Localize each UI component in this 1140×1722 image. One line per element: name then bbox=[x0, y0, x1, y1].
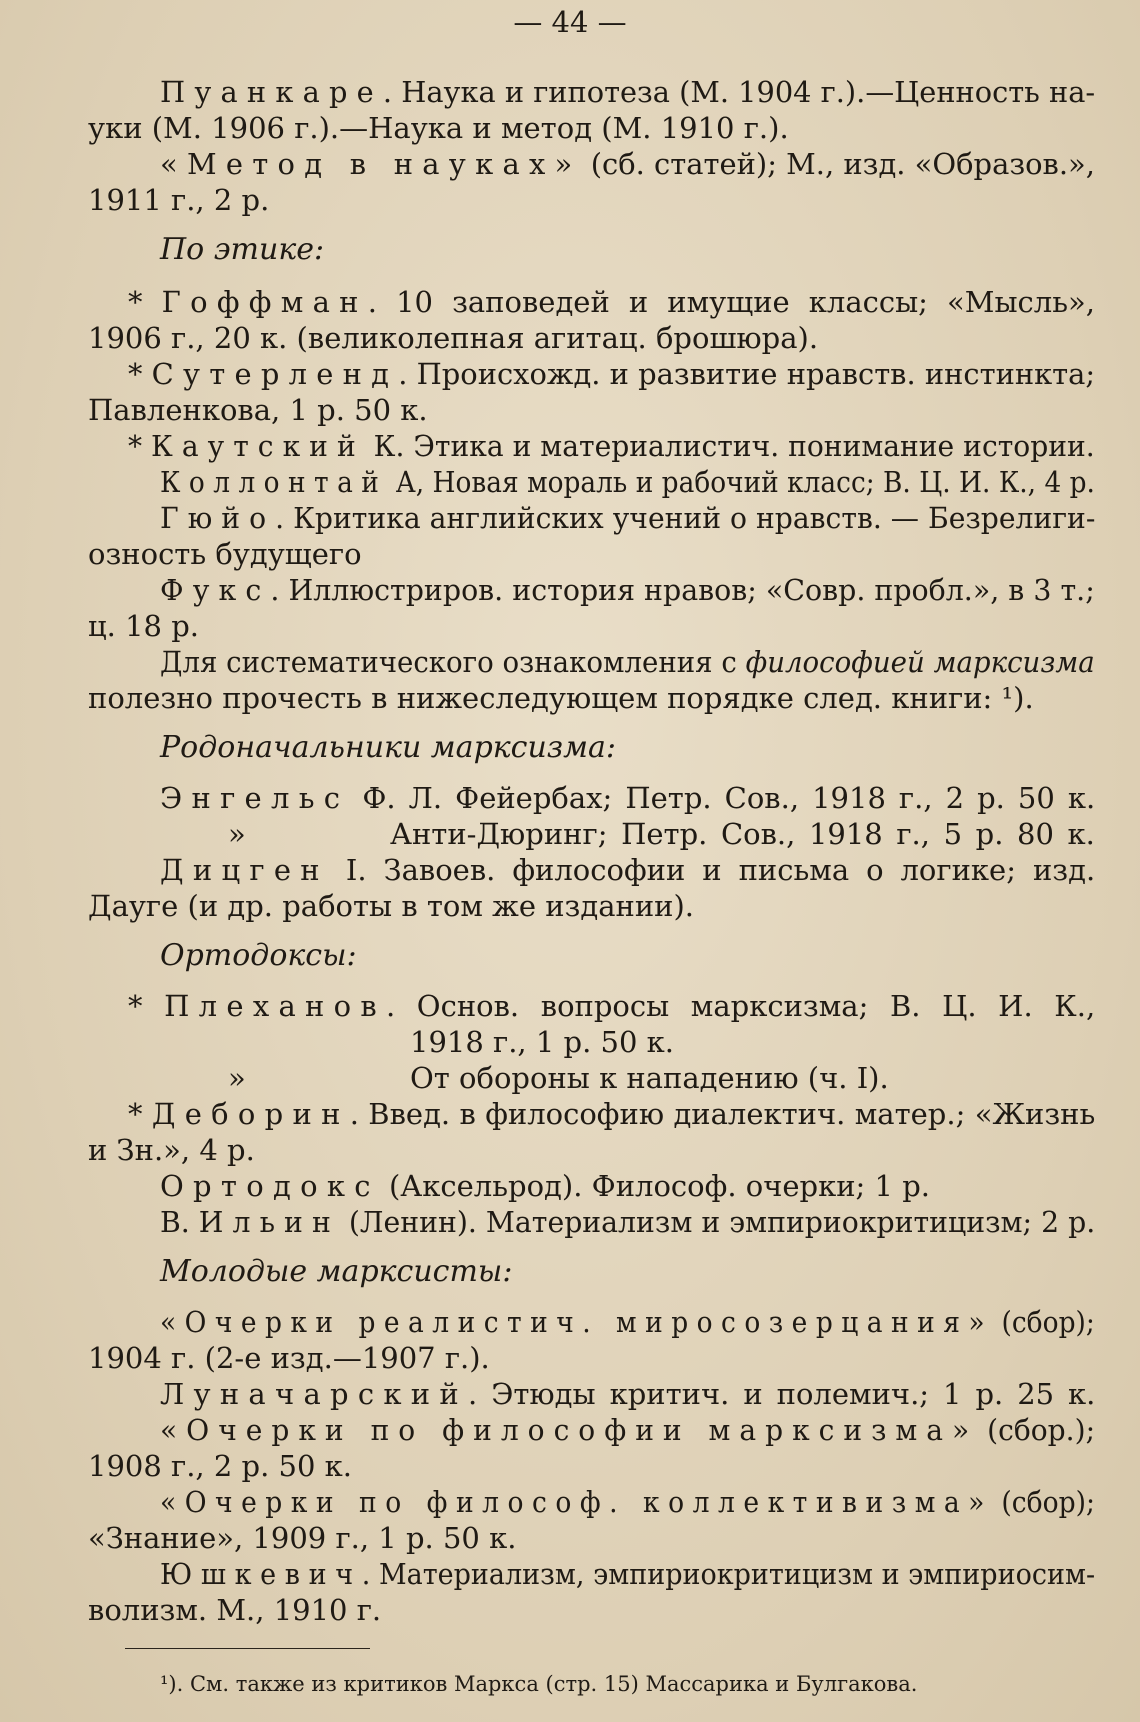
spaced-name: Фукс bbox=[160, 573, 271, 607]
spaced-name: «Очерки по философ. коллективизма» bbox=[160, 1485, 993, 1519]
text-line bbox=[160, 146, 1095, 182]
text-line bbox=[160, 1304, 1095, 1340]
text-line bbox=[228, 816, 246, 852]
text-run: полезно прочесть в нижеследующем порядке след. книги: ¹). bbox=[88, 681, 1034, 715]
spaced-name: Дицген bbox=[160, 853, 329, 887]
text-run: Для систематического ознакомления с bbox=[160, 645, 746, 679]
text-run: . Происхожд. и развитие нравств. инстинкта; bbox=[398, 357, 1096, 391]
text-line bbox=[128, 356, 1095, 392]
text-line bbox=[160, 1376, 1095, 1412]
text-line bbox=[160, 232, 324, 268]
spaced-name: Сутерленд bbox=[151, 357, 399, 391]
text-run: . Этюды критич. и полемич.; 1 р. 25 к. bbox=[468, 1377, 1096, 1411]
spaced-name: Ортодокс bbox=[160, 1169, 380, 1203]
spaced-name: Плеханов bbox=[164, 989, 386, 1023]
text-run: I. Завоев. философии и письма о логике; изд. bbox=[328, 853, 1096, 887]
spaced-name: Гоффман bbox=[161, 285, 368, 319]
text-run: (Аксельрод). Философ. очерки; 1 р. bbox=[379, 1169, 931, 1203]
text-line bbox=[160, 1204, 1095, 1240]
text-run: » bbox=[228, 817, 246, 851]
text-run: «Знание», 1909 г., 1 р. 50 к. bbox=[88, 1521, 517, 1555]
text-run: Анти-Дюринг; Петр. Сов., 1918 г., 5 р. 80 к. bbox=[390, 817, 1095, 851]
text-line bbox=[88, 182, 269, 218]
italic-text: Родоначальники марксизма: bbox=[160, 730, 617, 765]
text-run: * bbox=[128, 989, 165, 1023]
text-line bbox=[410, 1060, 889, 1096]
text-line bbox=[160, 1254, 512, 1290]
text-line bbox=[160, 780, 1095, 816]
text-line bbox=[160, 1168, 930, 1204]
text-run: А, Новая мораль и рабочий класс; В. Ц. И. К., 4 р. bbox=[387, 465, 1095, 499]
text-run: 1904 г. (2-е изд.—1907 г.). bbox=[88, 1341, 490, 1375]
text-run: . Критика английских учений о нравств. — Безрелиги- bbox=[275, 501, 1096, 535]
footnote-rule bbox=[125, 1648, 370, 1649]
text-run: 1906 г., 20 к. (великолепная агитац. брошюра). bbox=[88, 321, 819, 355]
text-run: К. Этика и материалистич. понимание истории. bbox=[364, 429, 1095, 463]
text-run: Дауге (и др. работы в том же издании). bbox=[88, 889, 695, 923]
text-line bbox=[160, 500, 1095, 536]
text-line bbox=[160, 1412, 1095, 1448]
text-run: . Введ. в философию диалектич. матер.; «Жизнь bbox=[349, 1097, 1096, 1131]
text-run: » bbox=[228, 1061, 246, 1095]
text-run: . Иллюстриров. история нравов; «Совр. пробл.», в 3 т.; bbox=[270, 573, 1095, 607]
text-line bbox=[88, 320, 818, 356]
spaced-name: Энгельс bbox=[160, 781, 350, 815]
text-run: (сбор); bbox=[993, 1305, 1095, 1339]
footnote: ¹). См. также из критиков Маркса (стр. 15) Массарика и Булгакова. bbox=[160, 1672, 918, 1696]
text-line bbox=[410, 1024, 674, 1060]
text-line bbox=[160, 464, 1095, 500]
italic-text: Ортодоксы: bbox=[160, 938, 357, 973]
text-line bbox=[160, 644, 1095, 680]
text-run: 1918 г., 1 р. 50 к. bbox=[410, 1025, 675, 1059]
text-line bbox=[88, 888, 694, 924]
text-line bbox=[128, 284, 1095, 320]
spaced-name: Ильин bbox=[198, 1205, 340, 1239]
italic-text: По этике: bbox=[160, 232, 325, 267]
text-run: 1908 г., 2 р. 50 к. bbox=[88, 1449, 353, 1483]
text-run: ц. 18 р. bbox=[88, 609, 199, 643]
text-run: * bbox=[128, 1097, 152, 1131]
text-line bbox=[88, 536, 362, 572]
text-line bbox=[88, 1340, 490, 1376]
text-line bbox=[128, 988, 1095, 1024]
text-line bbox=[160, 1484, 1095, 1520]
text-line bbox=[228, 1060, 246, 1096]
page-number: — 44 — bbox=[513, 5, 627, 39]
text-run: . 10 заповедей и имущие классы; «Мысль», bbox=[367, 285, 1095, 319]
text-run: . Наука и гипотеза (М. 1904 г.).—Ценность на- bbox=[382, 75, 1096, 109]
text-run: В. bbox=[160, 1205, 199, 1239]
text-line bbox=[88, 1592, 381, 1628]
text-run: * bbox=[128, 357, 152, 391]
text-line bbox=[160, 572, 1095, 608]
text-line bbox=[128, 428, 1095, 464]
text-run: и Зн.», 4 р. bbox=[88, 1133, 255, 1167]
text-line bbox=[88, 608, 199, 644]
text-run: (сбор.); bbox=[978, 1413, 1096, 1447]
text-run: (Ленин). Материализм и эмпириокритицизм; 2 р. bbox=[339, 1205, 1096, 1239]
spaced-name: «Метод в науках» bbox=[160, 147, 582, 181]
text-line bbox=[160, 730, 616, 766]
spaced-name: Коллонтай bbox=[160, 465, 388, 499]
text-line bbox=[160, 938, 357, 974]
spaced-name: Пуанкаре bbox=[160, 75, 383, 109]
text-run: 1911 г., 2 р. bbox=[88, 183, 270, 217]
italic-text: Молодые марксисты: bbox=[160, 1254, 513, 1289]
text-run: уки (М. 1906 г.).—Наука и метод (М. 1910 г.). bbox=[88, 111, 789, 145]
text-run: От обороны к нападению (ч. I). bbox=[410, 1061, 889, 1095]
italic-text: философией марксизма bbox=[745, 645, 1095, 679]
text-run: * bbox=[128, 285, 162, 319]
text-line bbox=[128, 1096, 1095, 1132]
spaced-name: Юшкевич bbox=[160, 1557, 362, 1591]
text-run: Ф. Л. Фейербах; Петр. Сов., 1918 г., 2 р. 50 к. bbox=[349, 781, 1096, 815]
text-run: (сбор); bbox=[992, 1485, 1095, 1519]
text-line bbox=[88, 680, 1034, 716]
text-line bbox=[160, 1556, 1095, 1592]
text-run: * bbox=[128, 429, 152, 463]
text-run: озность будущего bbox=[88, 537, 362, 571]
spaced-name: Гюйо bbox=[160, 501, 276, 535]
spaced-name: «Очерки реалистич. миросозерцания» bbox=[160, 1305, 994, 1339]
spaced-name: Деборин bbox=[151, 1097, 350, 1131]
text-run: Павленкова, 1 р. 50 к. bbox=[88, 393, 428, 427]
spaced-name: Каутский bbox=[151, 429, 365, 463]
text-run: (сб. статей); М., изд. «Образов.», bbox=[581, 147, 1095, 181]
text-line bbox=[390, 816, 1095, 852]
text-line bbox=[160, 852, 1095, 888]
text-line bbox=[160, 74, 1095, 110]
spaced-name: «Очерки по философии марксизма» bbox=[160, 1413, 979, 1447]
text-run: . Материализм, эмпириокритицизм и эмпириосим- bbox=[361, 1557, 1096, 1591]
text-line bbox=[88, 1132, 255, 1168]
text-line bbox=[88, 1448, 352, 1484]
text-line bbox=[88, 392, 428, 428]
text-line bbox=[88, 110, 789, 146]
text-run: . Основ. вопросы марксизма; В. Ц. И. К., bbox=[385, 989, 1096, 1023]
spaced-name: Луначарский bbox=[160, 1377, 469, 1411]
text-line bbox=[88, 1520, 516, 1556]
text-run: волизм. М., 1910 г. bbox=[88, 1593, 382, 1627]
